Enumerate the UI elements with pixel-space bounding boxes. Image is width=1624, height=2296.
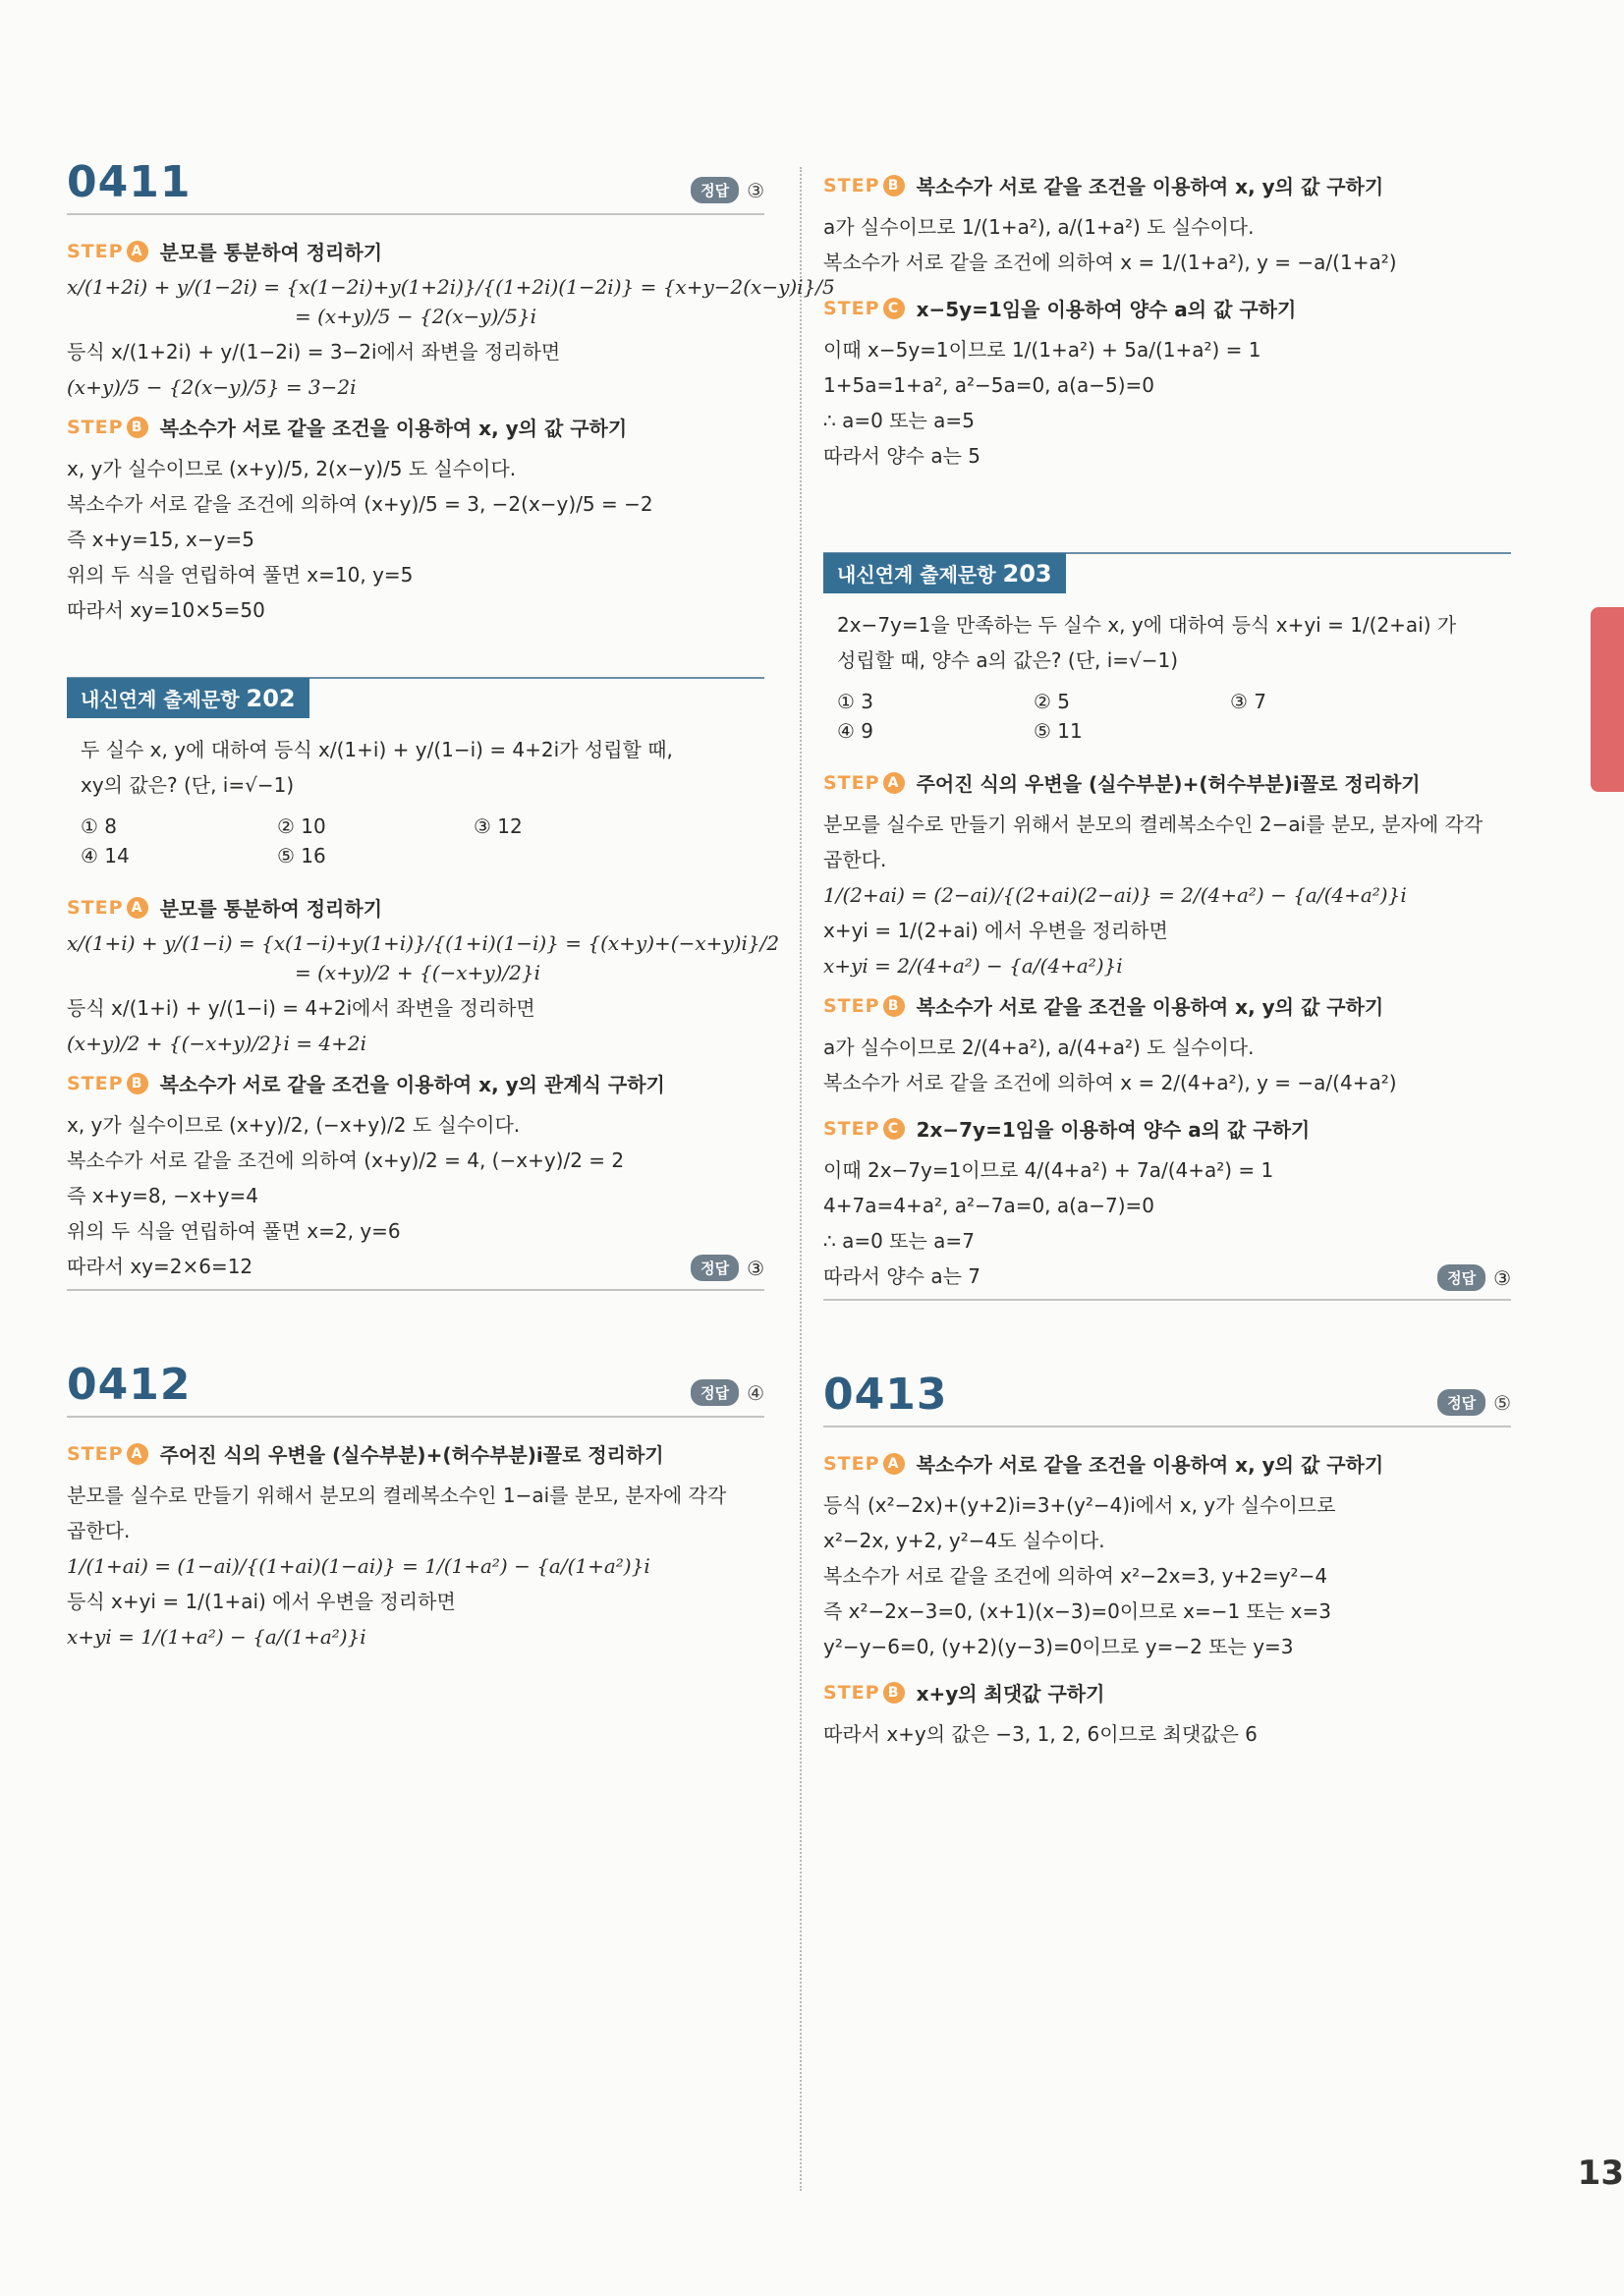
- question-line: 성립할 때, 양수 a의 값은? (단, i=√−1): [837, 648, 1179, 672]
- text-line: 즉 x²−2x−3=0, (x+1)(x−3)=0이므로 x=−1 또는 x=3: [823, 1599, 1331, 1623]
- exam-problem-203: [823, 552, 1511, 755]
- exam-tag-label: 내신연계 출제문항: [81, 688, 240, 711]
- exam-tag: [823, 553, 1066, 593]
- choice: ① 3: [837, 690, 874, 713]
- answer: [691, 177, 764, 203]
- step-title: 복소수가 서로 같을 조건을 이용하여 x, y의 값 구하기: [916, 995, 1384, 1019]
- math-line: 1/(2+ai) = (2−ai)/{(2+ai)(2−ai)} = 2/(4+a²) − {a/(4+a²)}i: [823, 883, 1407, 907]
- text-line: 따라서 xy=10×5=50: [67, 598, 265, 622]
- step-b-heading: [823, 991, 1511, 1020]
- math-line: = (x+y)/2 + {(−x+y)/2}i: [295, 961, 540, 984]
- text-line: 등식 x+yi = 1/(1+ai) 에서 우변을 정리하면: [67, 1590, 456, 1613]
- step-b-heading: [823, 171, 1511, 199]
- exam-202-solution: [67, 893, 780, 1291]
- text-line: 따라서 xy=2×6=12: [67, 1255, 253, 1278]
- math-line: (x+y)/5 − {2(x−y)/5} = 3−2i: [67, 375, 357, 399]
- exam-203-solution: [823, 768, 1511, 1301]
- step-c-heading: [823, 1114, 1511, 1143]
- choices: [837, 690, 1497, 743]
- text-line: ∴ a=0 또는 a=7: [823, 1229, 975, 1253]
- problem-number: 0412: [67, 1360, 192, 1410]
- choice: ⑤ 16: [277, 844, 326, 868]
- step-a-heading: [67, 893, 764, 922]
- text-line: y²−y−6=0, (y+2)(y−3)=0이므로 y=−2 또는 y=3: [823, 1635, 1294, 1658]
- exam-tag: [67, 678, 309, 718]
- answer: [1437, 1389, 1511, 1416]
- step-title: 분모를 통분하여 정리하기: [159, 241, 383, 264]
- step-a-heading: [67, 1439, 764, 1468]
- text-line: 복소수가 서로 같을 조건에 의하여 x²−2x=3, y+2=y²−4: [823, 1564, 1328, 1588]
- choice: ③ 12: [474, 814, 523, 838]
- text-line: 위의 두 식을 연립하여 풀면 x=2, y=6: [67, 1219, 401, 1243]
- text-line: a가 실수이므로 1/(1+a²), a/(1+a²) 도 실수이다.: [823, 215, 1255, 239]
- text-line: 등식 x/(1+2i) + y/(1−2i) = 3−2i에서 좌변을 정리하면: [67, 340, 561, 364]
- answer: [691, 1379, 764, 1406]
- answer-value: ⑤: [1493, 1390, 1511, 1415]
- math-line: (x+y)/2 + {(−x+y)/2}i = 4+2i: [67, 1032, 366, 1055]
- step-label: STEP: [67, 1072, 124, 1094]
- column-divider: [800, 167, 802, 2191]
- exam-problem-202: [67, 677, 764, 879]
- math-line: 1/(1+ai) = (1−ai)/{(1+ai)(1−ai)} = 1/(1+a²) − {a/(1+a²)}i: [67, 1554, 650, 1578]
- text-line: 복소수가 서로 같을 조건에 의하여 x = 1/(1+a²), y = −a/(1+a²): [823, 251, 1397, 274]
- exam-tag-label: 내신연계 출제문항: [837, 563, 996, 587]
- answer-value: ③: [1493, 1265, 1511, 1290]
- step-letter: A: [127, 241, 148, 262]
- text-line: 따라서 x+y의 값은 −3, 1, 2, 6이므로 최댓값은 6: [823, 1722, 1258, 1746]
- step-title: 2x−7y=1임을 이용하여 양수 a의 값 구하기: [916, 1118, 1311, 1142]
- question-line: xy의 값은? (단, i=√−1): [81, 773, 295, 797]
- right-column: [823, 167, 1511, 1752]
- step-letter: C: [883, 1118, 905, 1140]
- step-label: STEP: [823, 174, 880, 196]
- step-label: STEP: [823, 1681, 880, 1704]
- problem-number: 0411: [67, 157, 192, 207]
- problem-header: [823, 1370, 1511, 1428]
- step-title: 복소수가 서로 같을 조건을 이용하여 x, y의 관계식 구하기: [159, 1073, 665, 1096]
- step-letter: A: [883, 1453, 905, 1475]
- math-line: x/(1+2i) + y/(1−2i) = {x(1−2i)+y(1+2i)}/{(1+2i)(1−2i)} = {x+y−2(x−y)i}/5: [67, 275, 835, 299]
- problem-0412: [67, 1360, 764, 1649]
- step-letter: C: [883, 298, 905, 319]
- text-line: x, y가 실수이므로 (x+y)/5, 2(x−y)/5 도 실수이다.: [67, 457, 517, 480]
- problem-0412-continued: [823, 171, 1511, 474]
- problem-0411: [67, 157, 835, 628]
- choice: ⑤ 11: [1034, 719, 1083, 743]
- step-letter: A: [883, 772, 905, 794]
- step-title: 분모를 통분하여 정리하기: [159, 897, 383, 921]
- step-title: 주어진 식의 우변을 (실수부분)+(허수부분)i꼴로 정리하기: [916, 772, 1421, 796]
- step-title: 복소수가 서로 같을 조건을 이용하여 x, y의 값 구하기: [916, 1453, 1384, 1477]
- step-label: STEP: [823, 994, 880, 1017]
- step-label: STEP: [67, 896, 124, 919]
- math-line: = (x+y)/5 − {2(x−y)/5}i: [295, 305, 536, 328]
- step-label: STEP: [67, 1442, 124, 1465]
- choice: ② 10: [277, 814, 326, 838]
- step-label: STEP: [67, 240, 124, 262]
- page-number: 13: [1577, 2154, 1624, 2193]
- text-line: 곱한다.: [823, 848, 887, 871]
- section-rule: [823, 1299, 1511, 1301]
- step-letter: A: [127, 897, 148, 919]
- answer-value: ③: [747, 178, 764, 202]
- step-letter: B: [883, 175, 905, 196]
- step-title: x−5y=1임을 이용하여 양수 a의 값 구하기: [916, 298, 1297, 321]
- text-line: a가 실수이므로 2/(4+a²), a/(4+a²) 도 실수이다.: [823, 1036, 1255, 1059]
- step-b-heading: [67, 1069, 764, 1097]
- section-rule: [67, 1289, 764, 1291]
- text-line: 등식 x/(1+i) + y/(1−i) = 4+2i에서 좌변을 정리하면: [67, 996, 535, 1020]
- step-letter: B: [883, 1682, 905, 1704]
- step-label: STEP: [823, 1117, 880, 1140]
- exam-body: [67, 718, 764, 879]
- text-line: 4+7a=4+a², a²−7a=0, a(a−7)=0: [823, 1194, 1154, 1217]
- text-line: 1+5a=1+a², a²−5a=0, a(a−5)=0: [823, 373, 1154, 397]
- step-c-heading: [823, 294, 1511, 322]
- text-line: 분모를 실수로 만들기 위해서 분모의 켤레복소수인 1−ai를 분모, 분자에 각각: [67, 1484, 727, 1507]
- step-letter: B: [127, 417, 148, 438]
- text-line: 따라서 양수 a는 7: [823, 1264, 980, 1288]
- step-letter: A: [127, 1443, 148, 1465]
- exam-tag-number: 203: [1002, 560, 1052, 588]
- choice: ④ 9: [837, 719, 874, 743]
- step-b-heading: [67, 413, 764, 441]
- text-line: 이때 x−5y=1이므로 1/(1+a²) + 5a/(1+a²) = 1: [823, 338, 1261, 362]
- question-line: 두 실수 x, y에 대하여 등식 x/(1+i) + y/(1−i) = 4+2i가 성립할 때,: [81, 738, 673, 761]
- choice: ② 5: [1034, 690, 1071, 713]
- text-line: 등식 (x²−2x)+(y+2)i=3+(y²−4)i에서 x, y가 실수이므로: [823, 1493, 1336, 1517]
- text-line: 분모를 실수로 만들기 위해서 분모의 켤레복소수인 2−ai를 분모, 분자에 각각: [823, 812, 1484, 836]
- answer-value: ④: [747, 1380, 764, 1405]
- step-title: 복소수가 서로 같을 조건을 이용하여 x, y의 값 구하기: [159, 417, 628, 440]
- math-line: x/(1+i) + y/(1−i) = {x(1−i)+y(1+i)}/{(1+i)(1−i)} = {(x+y)+(−x+y)i}/2: [67, 931, 780, 955]
- answer-badge: 정답: [1437, 1264, 1485, 1291]
- step-title: x+y의 최댓값 구하기: [916, 1682, 1105, 1706]
- step-label: STEP: [823, 297, 880, 319]
- text-line: 즉 x+y=15, x−y=5: [67, 528, 254, 551]
- text-line: x, y가 실수이므로 (x+y)/2, (−x+y)/2 도 실수이다.: [67, 1113, 521, 1137]
- choice: ① 8: [81, 814, 118, 838]
- text-line: 즉 x+y=8, −x+y=4: [67, 1184, 258, 1207]
- step-letter: B: [127, 1073, 148, 1094]
- text-line: x²−2x, y+2, y²−4도 실수이다.: [823, 1529, 1105, 1552]
- step-letter: B: [883, 995, 905, 1017]
- exam-body: [823, 593, 1511, 755]
- step-title: 복소수가 서로 같을 조건을 이용하여 x, y의 값 구하기: [916, 175, 1384, 198]
- exam-tag-number: 202: [246, 685, 296, 712]
- choice: ③ 7: [1230, 690, 1267, 713]
- text-line: 복소수가 서로 같을 조건에 의하여 x = 2/(4+a²), y = −a/(4+a²): [823, 1071, 1397, 1094]
- step-a-heading: [67, 237, 764, 265]
- step-label: STEP: [823, 771, 880, 794]
- question-line: 2x−7y=1을 만족하는 두 실수 x, y에 대하여 등식 x+yi = 1/(2+ai) 가: [837, 613, 1457, 637]
- math-line: x+yi = 1/(1+a²) − {a/(1+a²)}i: [67, 1625, 366, 1649]
- problem-header: [67, 1360, 764, 1418]
- answer-badge: 정답: [691, 1379, 739, 1406]
- text-line: 곱한다.: [67, 1519, 131, 1542]
- step-label: STEP: [823, 1452, 880, 1475]
- choice: ④ 14: [81, 844, 130, 868]
- problem-0413: [823, 1370, 1511, 1752]
- text-line: ∴ a=0 또는 a=5: [823, 409, 975, 432]
- answer-badge: 정답: [691, 177, 739, 203]
- text-line: 복소수가 서로 같을 조건에 의하여 (x+y)/5 = 3, −2(x−y)/5 = −2: [67, 492, 653, 516]
- answer-badge: 정답: [691, 1255, 739, 1281]
- step-label: STEP: [67, 416, 124, 438]
- chapter-tab: [1591, 607, 1624, 792]
- text-line: x+yi = 1/(2+ai) 에서 우변을 정리하면: [823, 919, 1168, 942]
- step-a-heading: [823, 768, 1511, 797]
- text-line: 위의 두 식을 연립하여 풀면 x=10, y=5: [67, 563, 414, 587]
- math-line: x+yi = 2/(4+a²) − {a/(4+a²)}i: [823, 954, 1123, 978]
- problem-header: [67, 157, 764, 215]
- step-b-heading: [823, 1678, 1511, 1707]
- text-line: 따라서 양수 a는 5: [823, 444, 980, 468]
- left-column: [67, 157, 835, 1654]
- step-a-heading: [823, 1449, 1511, 1478]
- text-line: 이때 2x−7y=1이므로 4/(4+a²) + 7a/(4+a²) = 1: [823, 1158, 1274, 1182]
- text-line: 복소수가 서로 같을 조건에 의하여 (x+y)/2 = 4, (−x+y)/2 = 2: [67, 1148, 625, 1172]
- problem-number: 0413: [823, 1370, 948, 1420]
- step-title: 주어진 식의 우변을 (실수부분)+(허수부분)i꼴로 정리하기: [159, 1443, 664, 1467]
- answer-value: ③: [747, 1256, 764, 1280]
- answer-badge: 정답: [1437, 1389, 1485, 1416]
- choices: [81, 814, 751, 868]
